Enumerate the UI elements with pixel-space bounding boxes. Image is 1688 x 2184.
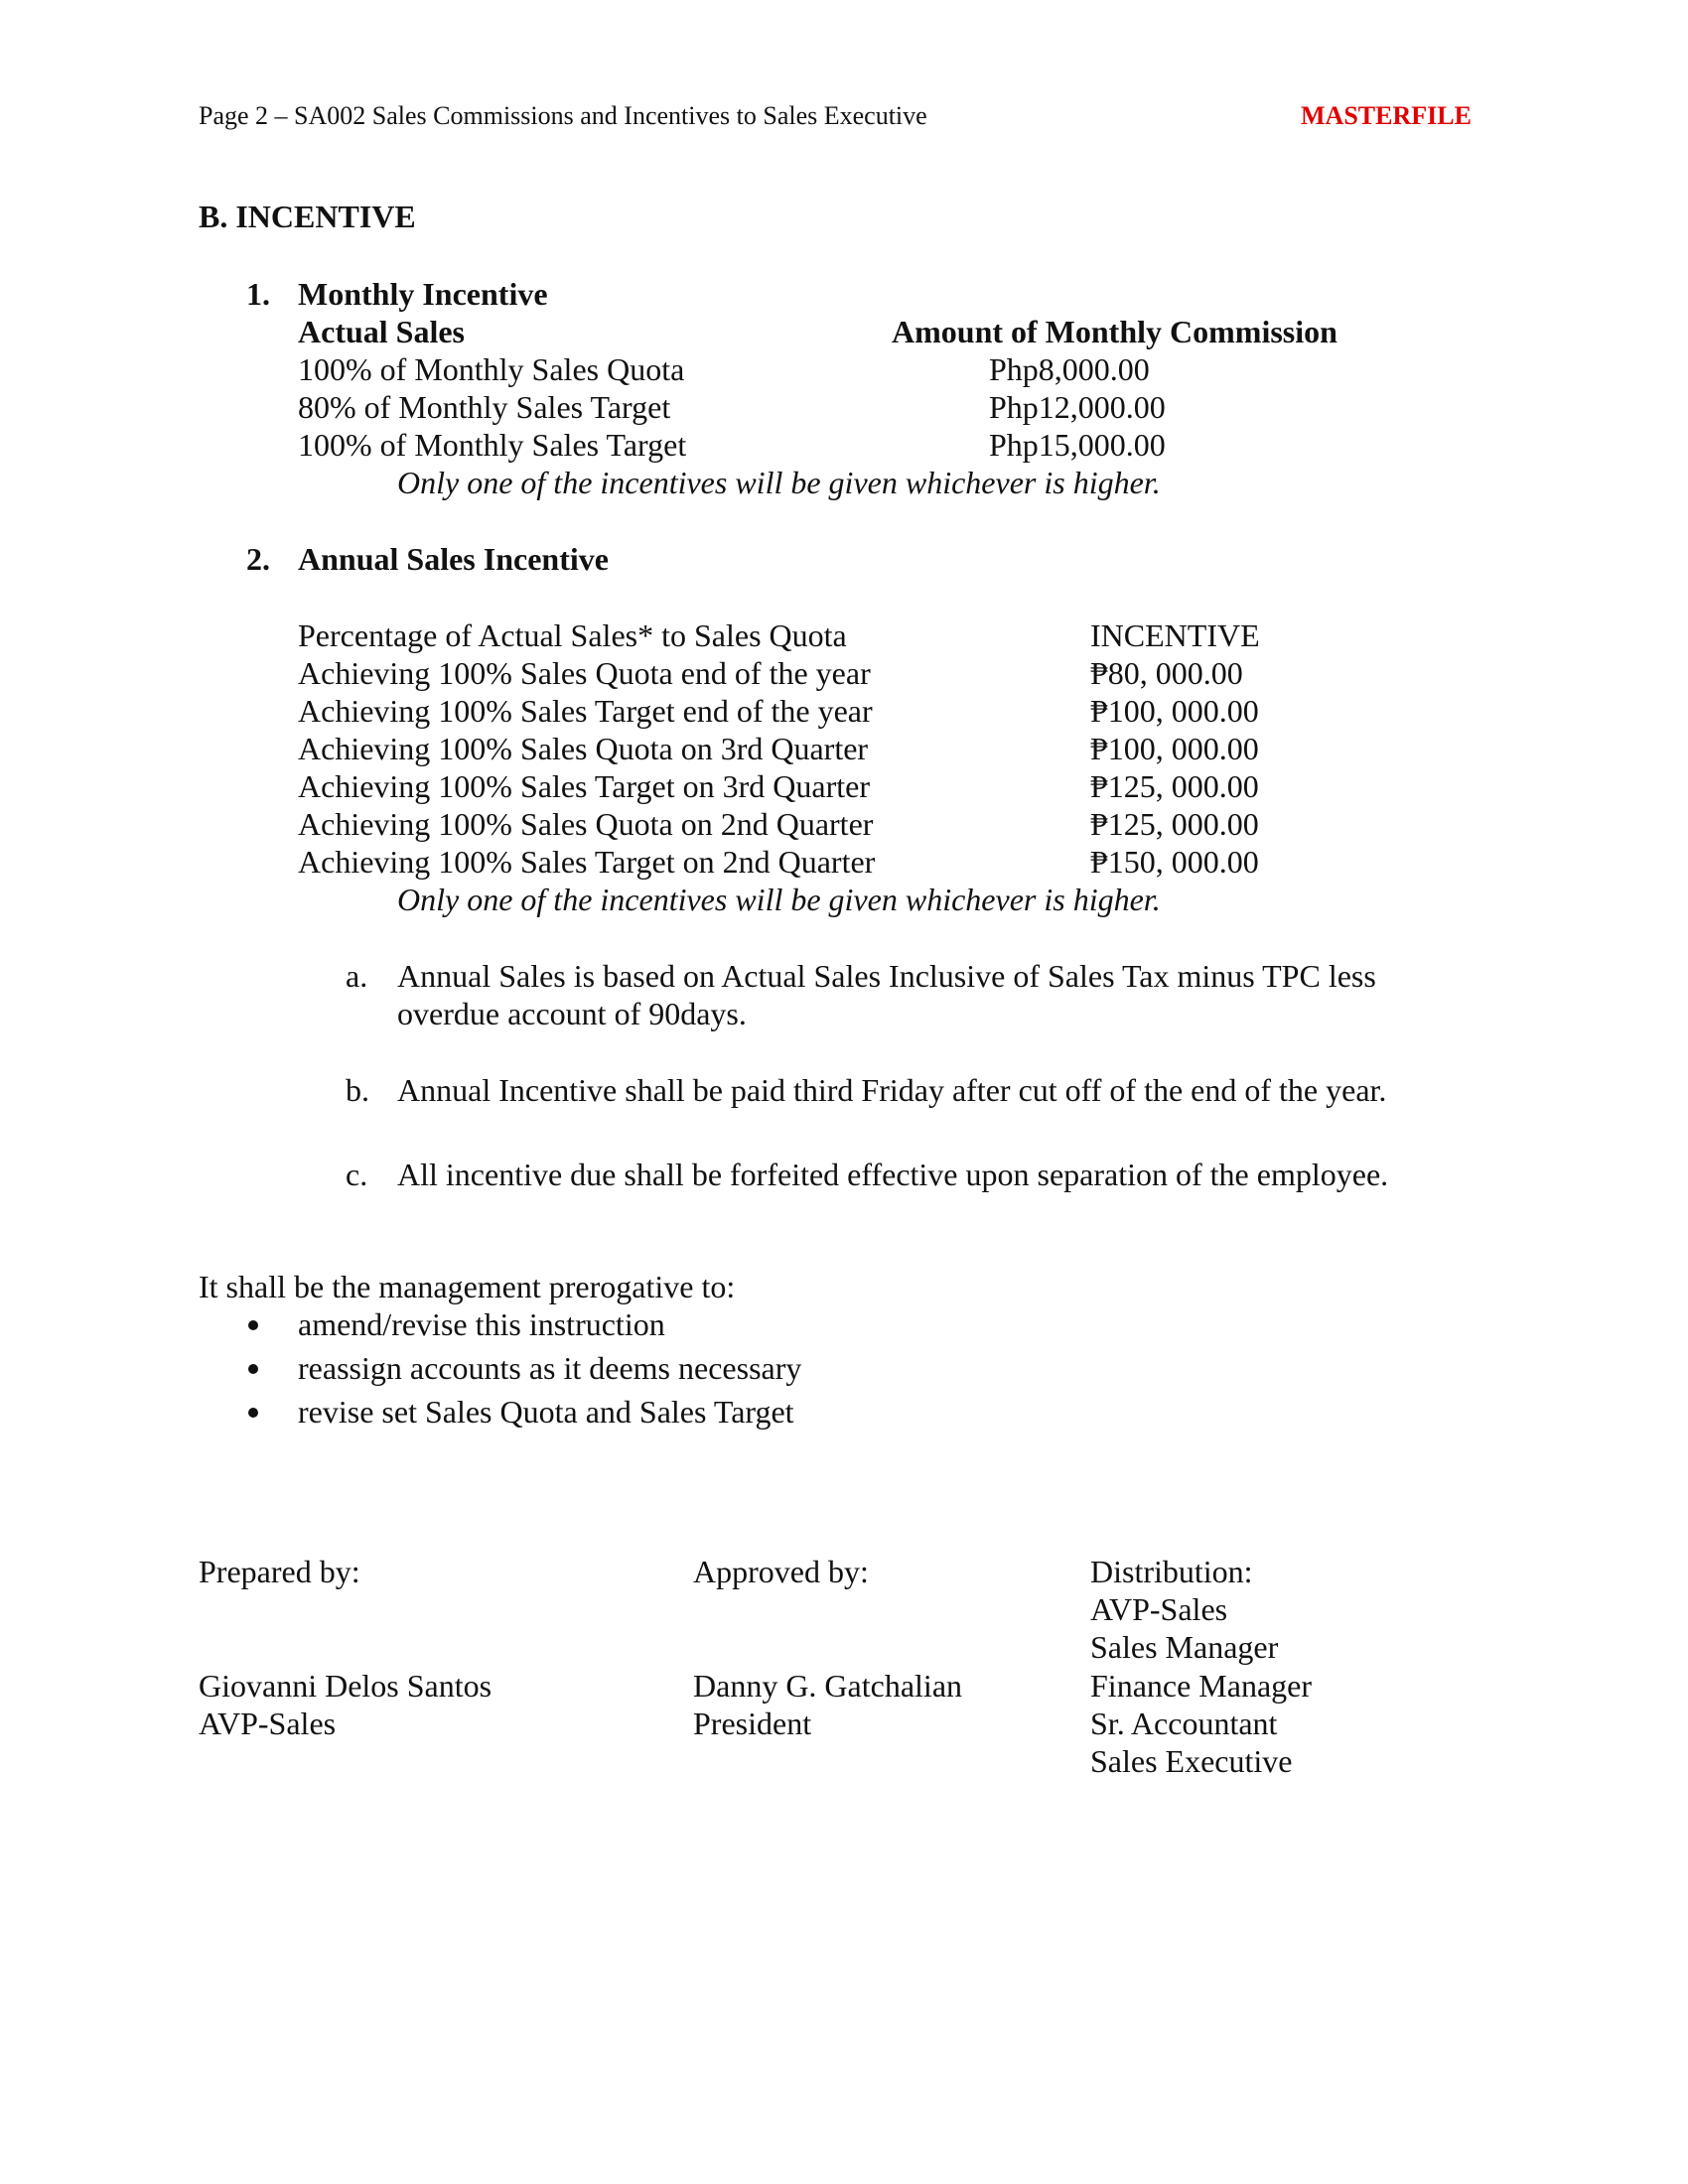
prerogative-intro: It shall be the management prerogative to: xyxy=(199,1269,736,1304)
prerogative-bullet: revise set Sales Quota and Sales Target xyxy=(298,1394,794,1430)
annual-row-amount: ₱100, 000.00 xyxy=(1090,693,1259,729)
monthly-row-amount: Php8,000.00 xyxy=(989,351,1150,387)
annual-row-amount: ₱80, 000.00 xyxy=(1090,655,1243,691)
annual-col-right-header: INCENTIVE xyxy=(1090,617,1260,653)
bullet-dot-icon xyxy=(248,1364,258,1374)
subitem-marker: c. xyxy=(346,1157,368,1192)
masterfile-stamp: MASTERFILE xyxy=(1301,101,1472,130)
annual-row-amount: ₱100, 000.00 xyxy=(1090,731,1259,766)
page-header-title: Page 2 – SA002 Sales Commissions and Incentives to Sales Executive xyxy=(199,101,927,130)
monthly-title: Monthly Incentive xyxy=(298,276,548,312)
distribution-item: Finance Manager xyxy=(1090,1668,1313,1704)
monthly-row-label: 100% of Monthly Sales Quota xyxy=(298,351,685,387)
monthly-number: 1. xyxy=(246,276,270,312)
monthly-col-right-header: Amount of Monthly Commission xyxy=(892,314,1337,349)
annual-row-amount: ₱125, 000.00 xyxy=(1090,768,1259,804)
annual-note: Only one of the incentives will be given whichever is higher. xyxy=(397,882,1161,917)
annual-row-amount: ₱125, 000.00 xyxy=(1090,806,1259,842)
prerogative-bullet: amend/revise this instruction xyxy=(298,1306,665,1342)
section-heading: B. INCENTIVE xyxy=(199,199,416,234)
monthly-row-amount: Php12,000.00 xyxy=(989,389,1166,425)
annual-row-label: Achieving 100% Sales Quota on 2nd Quarter xyxy=(298,806,874,842)
monthly-note: Only one of the incentives will be given whichever is higher. xyxy=(397,465,1161,500)
annual-number: 2. xyxy=(246,541,270,577)
approved-by-title: President xyxy=(693,1706,812,1741)
subitem-text: All incentive due shall be forfeited effective upon separation of the employee. xyxy=(397,1157,1389,1192)
annual-row-amount: ₱150, 000.00 xyxy=(1090,844,1259,880)
monthly-row-label: 80% of Monthly Sales Target xyxy=(298,389,671,425)
annual-col-left-header: Percentage of Actual Sales* to Sales Quota xyxy=(298,617,847,653)
bullet-dot-icon xyxy=(248,1408,258,1418)
subitem-marker: a. xyxy=(346,958,368,994)
annual-row-label: Achieving 100% Sales Target on 2nd Quarter xyxy=(298,844,876,880)
approved-by-label: Approved by: xyxy=(693,1554,869,1589)
bullet-dot-icon xyxy=(248,1320,258,1330)
approved-by-name: Danny G. Gatchalian xyxy=(693,1668,963,1704)
distribution-label: Distribution: xyxy=(1090,1554,1253,1589)
monthly-row-amount: Php15,000.00 xyxy=(989,427,1166,463)
annual-row-label: Achieving 100% Sales Target on 3rd Quarter xyxy=(298,768,870,804)
prerogative-bullet: reassign accounts as it deems necessary xyxy=(298,1350,802,1386)
subitem-marker: b. xyxy=(346,1072,369,1108)
subitem-text: Annual Incentive shall be paid third Friday after cut off of the end of the year. xyxy=(397,1072,1387,1108)
annual-row-label: Achieving 100% Sales Target end of the year xyxy=(298,693,873,729)
subitem-text: Annual Sales is based on Actual Sales Inclusive of Sales Tax minus TPC less xyxy=(397,958,1376,994)
annual-row-label: Achieving 100% Sales Quota on 3rd Quarter xyxy=(298,731,869,766)
subitem-text-continued: overdue account of 90days. xyxy=(397,996,747,1031)
distribution-item: AVP-Sales xyxy=(1090,1591,1228,1627)
distribution-item: Sales Manager xyxy=(1090,1629,1279,1665)
annual-title: Annual Sales Incentive xyxy=(298,541,609,577)
annual-row-label: Achieving 100% Sales Quota end of the year xyxy=(298,655,871,691)
prepared-by-title: AVP-Sales xyxy=(199,1706,337,1741)
prepared-by-label: Prepared by: xyxy=(199,1554,360,1589)
prepared-by-name: Giovanni Delos Santos xyxy=(199,1668,492,1704)
monthly-row-label: 100% of Monthly Sales Target xyxy=(298,427,687,463)
distribution-item: Sales Executive xyxy=(1090,1743,1293,1779)
monthly-col-left-header: Actual Sales xyxy=(298,314,465,349)
distribution-item: Sr. Accountant xyxy=(1090,1706,1278,1741)
